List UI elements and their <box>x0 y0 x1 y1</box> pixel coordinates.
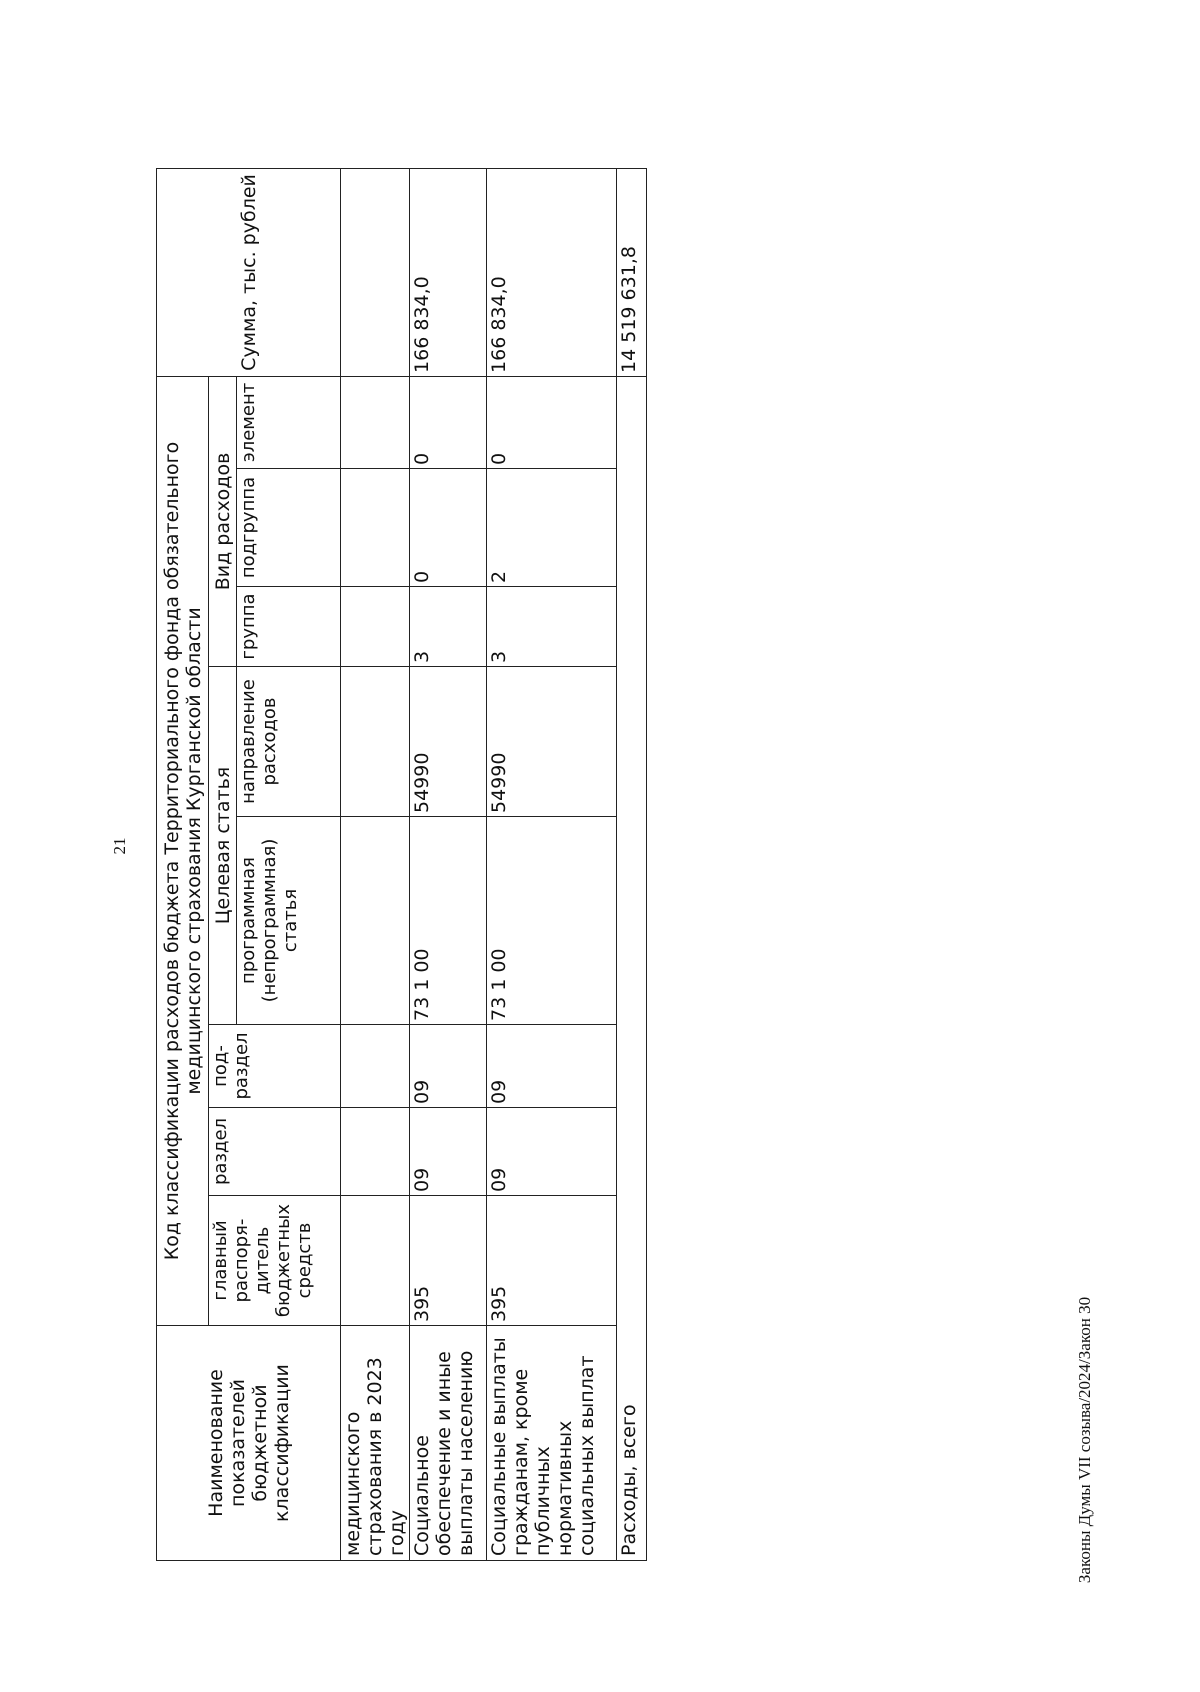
row-name: Социальные выплаты гражданам, кроме публичных нормативных социальных выплат <box>487 1326 617 1561</box>
total-row <box>617 168 647 1560</box>
row-napr: 54990 <box>410 667 487 817</box>
expenditure-table <box>156 168 647 1561</box>
header-element: элемент <box>237 376 341 468</box>
table-row <box>341 168 410 1560</box>
row-prog: 73 1 00 <box>487 817 617 1025</box>
document-footer: Законы Думы VII созыва/2024/Закон 30 <box>1075 1296 1094 1584</box>
page-number: 21 <box>110 837 129 855</box>
header-expense-direction: направление расходов <box>237 667 341 817</box>
row-podrazdel: 09 <box>410 1025 487 1108</box>
row-gr: 395 <box>487 1196 617 1326</box>
header-name: Наименование показателей бюджетной классификации <box>157 1326 341 1561</box>
row-name: медицинского страхования в 2023 году <box>341 1326 410 1561</box>
row-gruppa: 3 <box>410 587 487 667</box>
total-sum: 14 519 631,8 <box>617 168 647 376</box>
row-gruppa <box>341 587 410 667</box>
expenditure-table-rotated <box>156 169 640 1561</box>
row-podrazdel: 09 <box>487 1025 617 1108</box>
row-prog <box>341 817 410 1025</box>
header-subsection: под-раздел <box>209 1025 341 1108</box>
row-podrazdel <box>341 1025 410 1108</box>
row-razdel <box>341 1108 410 1196</box>
header-group: группа <box>237 587 341 667</box>
header-expense-type: Вид расходов <box>209 376 237 666</box>
row-gr <box>341 1196 410 1326</box>
row-sum <box>341 168 410 376</box>
table-row <box>487 168 617 1560</box>
total-label: Расходы, всего <box>617 376 647 1560</box>
row-razdel: 09 <box>410 1108 487 1196</box>
row-podgruppa: 0 <box>410 469 487 587</box>
row-podgruppa <box>341 469 410 587</box>
row-element: 0 <box>487 376 617 468</box>
row-napr <box>341 667 410 817</box>
header-target-article: Целевая статья <box>209 667 237 1025</box>
header-main-manager: главный распоря-дитель бюджетных средств <box>209 1196 341 1326</box>
row-name: Социальное обеспечение и иные выплаты населению <box>410 1326 487 1561</box>
row-element <box>341 376 410 468</box>
row-napr: 54990 <box>487 667 617 817</box>
row-gruppa: 3 <box>487 587 617 667</box>
header-section: раздел <box>209 1108 341 1196</box>
row-sum: 166 834,0 <box>487 168 617 376</box>
table-row <box>410 168 487 1560</box>
row-gr: 395 <box>410 1196 487 1326</box>
header-code-group: Код классификации расходов бюджета Территориального фонда обязательного медицинского страхования Курганской области <box>157 376 209 1325</box>
header-program-article: программная (непрограммная) статья <box>237 817 341 1025</box>
header-subgroup: подгруппа <box>237 469 341 587</box>
row-element: 0 <box>410 376 487 468</box>
row-podgruppa: 2 <box>487 469 617 587</box>
row-prog: 73 1 00 <box>410 817 487 1025</box>
header-sum: Сумма, тыс. рублей <box>157 168 341 376</box>
row-razdel: 09 <box>487 1108 617 1196</box>
row-sum: 166 834,0 <box>410 168 487 376</box>
header-row-1 <box>157 168 209 1560</box>
